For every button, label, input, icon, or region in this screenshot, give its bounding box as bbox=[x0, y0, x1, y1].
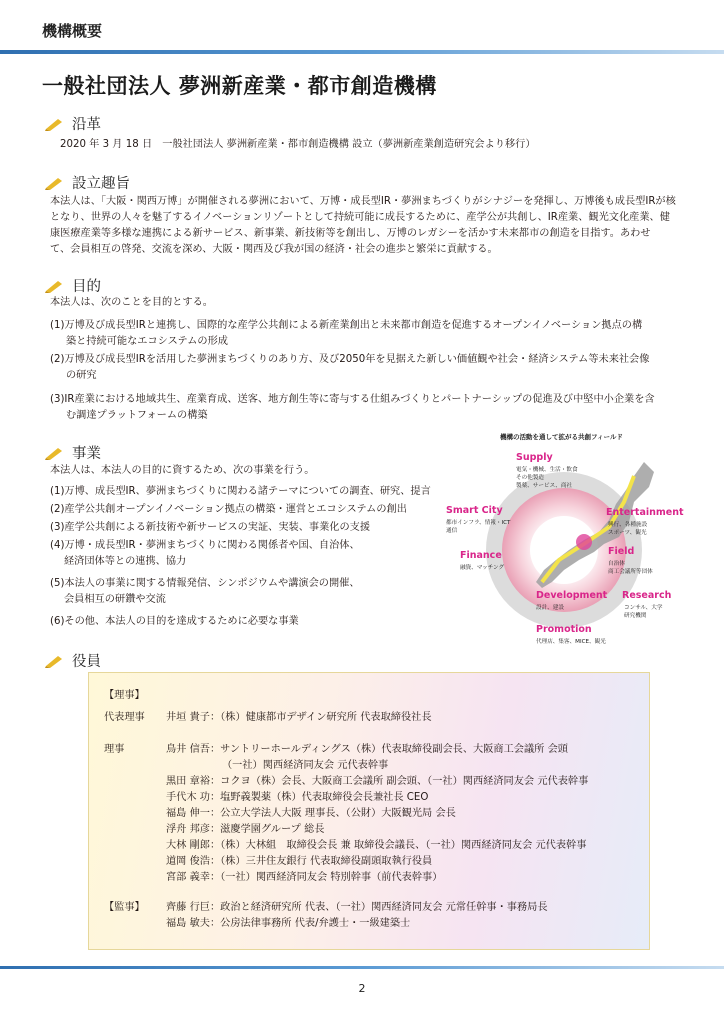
field-desc-line: 自治体 bbox=[608, 561, 625, 567]
entertainment-desc-line: スポーツ、観光 bbox=[608, 530, 647, 536]
business-list bbox=[50, 484, 431, 630]
entertainment-desc-line: 興行、各種施設 bbox=[608, 522, 648, 528]
figure-title: 機構の活動を通して拡がる共創フィールド bbox=[500, 433, 623, 441]
kansai-marker bbox=[576, 534, 592, 550]
research-desc bbox=[624, 604, 662, 620]
label-promotion: Promotion bbox=[536, 624, 592, 635]
auditors-label: 【監事】 bbox=[104, 902, 145, 913]
list-item: (4)万博・成長型IR・夢洲まちづくりに関わる関係者や国、自治体、 bbox=[50, 540, 360, 551]
label-supply: Supply bbox=[516, 452, 553, 463]
pencil-icon bbox=[44, 446, 64, 460]
rep-director-title: 代表理事 bbox=[104, 712, 145, 723]
founding-line: 本法人は、「大阪・関西万博」が開催される夢洲において、万博・成長型IR・夢洲まちづくりがシナジーを発揮し、万博後も成長型IRが核 bbox=[50, 196, 676, 207]
director-row: 鳥井 信吾：サントリーホールディングス（株）代表取締役副会長、大阪商工会議所 会頭 bbox=[166, 744, 568, 755]
auditor-row: 齊藤 行巨：政治と経済研究所 代表、（一社）関西経済同友会 元常任幹事・事務局長 bbox=[166, 902, 548, 913]
header-title: 機構概要 bbox=[42, 22, 103, 40]
label-research: Research bbox=[622, 590, 672, 601]
purpose-item-line: 築と持続可能なエコシステムの形成 bbox=[66, 336, 228, 347]
footer-bar bbox=[0, 966, 724, 969]
director-row: 福島 伸一：公立大学法人大阪 理事長、（公財）大阪観光局 会長 bbox=[166, 808, 456, 819]
supply-desc-line: その他製造 bbox=[516, 475, 544, 481]
purpose-item-line: (3)IR産業における地域共生、産業育成、送客、地方創生等に寄与する仕組みづくりとパートナーシップの促進及び中堅中小企業を含 bbox=[50, 394, 655, 405]
field-desc bbox=[608, 560, 653, 576]
list-item: 会員相互の研鑽や交流 bbox=[64, 594, 166, 605]
business-intro: 本法人は、本法人の目的に資するため、次の事業を行う。 bbox=[50, 465, 315, 476]
history-entry: 2020 年 3 月 18 日 一般社団法人 夢洲新産業・都市創造機構 設立（夢洲新産業創造研究会より移行） bbox=[60, 139, 536, 150]
section-history-title: 沿革 bbox=[72, 117, 101, 133]
section-purpose-heading bbox=[44, 275, 101, 296]
section-history-heading bbox=[44, 113, 101, 134]
directors-label: 【理事】 bbox=[104, 690, 145, 701]
founding-line: て、会員相互の啓発、交流を深め、大阪・関西及び我が国の経済・社会の進歩と繁栄に貢献する。 bbox=[50, 244, 498, 255]
auditor-row: 福島 敏夫：公房法律事務所 代表/弁護士・一級建築士 bbox=[166, 918, 411, 929]
list-item: (3)産学公共創による新技術や新サービスの実証、実装、事業化の支援 bbox=[50, 522, 371, 533]
section-officers-heading bbox=[44, 650, 101, 671]
pencil-icon bbox=[44, 654, 64, 668]
director-row: 道岡 俊浩：（株）三井住友銀行 代表取締役副頭取執行役員 bbox=[166, 856, 433, 867]
purpose-item-1 bbox=[50, 318, 642, 350]
development-desc: 設計、建設 bbox=[536, 605, 564, 611]
founding-line: となり、世界の人々を魅了するイノベーションリゾートとして持続可能に成長するために、産学公が共創し、IR産業、観光文化産業、健 bbox=[50, 212, 670, 223]
director-row: 手代木 功：塩野義製薬（株）代表取締役会長兼社長 CEO bbox=[166, 792, 429, 803]
label-development: Development bbox=[536, 590, 608, 601]
founding-line: 康医療産業等多様な連携による新サービス、新事業、新技術等を創出し、万博のレガシーを活かす未来都市の創造を目指す。あわせ bbox=[50, 228, 651, 239]
list-item: (6)その他、本法人の目的を達成するために必要な事業 bbox=[50, 616, 299, 627]
smart-city-desc-line: 通信 bbox=[446, 528, 458, 534]
page-number: 2 bbox=[358, 982, 366, 995]
promotion-desc: 代理店、集客、MICE、観光 bbox=[536, 639, 606, 645]
field-desc-line: 商工会議所等団体 bbox=[608, 569, 653, 575]
supply-desc-line: 電気・機械、生活・飲食 bbox=[516, 467, 578, 473]
research-desc-line: コンサル、大学 bbox=[624, 605, 663, 611]
section-founding-heading bbox=[44, 172, 130, 193]
finance-desc: 融資、マッチング bbox=[460, 565, 505, 571]
section-business-title: 事業 bbox=[72, 446, 101, 462]
label-finance: Finance bbox=[460, 550, 502, 561]
pencil-icon bbox=[44, 117, 64, 131]
page-title: 一般社団法人 夢洲新産業・都市創造機構 bbox=[42, 74, 437, 98]
director-row: 黒田 章裕：コクヨ（株）会長、大阪商工会議所 副会頭、（一社）関西経済同友会 元代表幹事 bbox=[166, 776, 589, 787]
list-item: (5)本法人の事業に関する情報発信、シンポジウムや講演会の開催、 bbox=[50, 578, 360, 589]
purpose-item-line: (2)万博及び成長型IRを活用した夢洲まちづくりのあり方、及び2050年を見据えた新しい価値観や社会・経済システム等未来社会像 bbox=[50, 354, 650, 365]
list-item: (2)産学公共創オープンイノベーション拠点の構築・運営とエコシステムの創出 bbox=[50, 504, 407, 515]
label-field: Field bbox=[608, 546, 635, 557]
header-bar bbox=[0, 50, 724, 54]
pencil-icon bbox=[44, 176, 64, 190]
founding-paragraph bbox=[50, 194, 682, 258]
purpose-item-line: の研究 bbox=[66, 370, 97, 381]
director-row: （一社）関西経済同友会 元代表幹事 bbox=[222, 760, 389, 771]
pencil-icon bbox=[44, 279, 64, 293]
smart-city-desc-line: 都市インフラ、情報・ICT bbox=[446, 520, 511, 526]
section-officers-title: 役員 bbox=[72, 654, 101, 670]
director-row: 浮舟 邦彦：滋慶学園グループ 総長 bbox=[166, 824, 325, 835]
purpose-item-line: む調達プラットフォームの構築 bbox=[66, 410, 208, 421]
director-title: 理事 bbox=[104, 744, 125, 755]
supply-desc bbox=[516, 466, 578, 490]
list-item: (1)万博、成長型IR、夢洲まちづくりに関わる諸テーマについての調査、研究、提言 bbox=[50, 486, 431, 497]
section-business-heading bbox=[44, 442, 101, 463]
research-desc-line: 研究機関 bbox=[624, 613, 647, 619]
label-smart-city: Smart City bbox=[446, 505, 503, 516]
director-row: 宮部 義幸：（一社）関西経済同友会 特別幹事（前代表幹事） bbox=[166, 872, 443, 883]
label-entertainment: Entertainment bbox=[606, 507, 684, 518]
list-item: 経済団体等との連携、協力 bbox=[64, 556, 187, 567]
purpose-intro: 本法人は、次のことを目的とする。 bbox=[50, 297, 213, 308]
section-purpose-title: 目的 bbox=[72, 279, 101, 295]
purpose-item-line: (1)万博及び成長型IRと連携し、国際的な産学公共創による新産業創出と未来都市創造を促進するオープンイノベーション拠点の構 bbox=[50, 320, 643, 331]
rep-director: 井垣 貴子：（株）健康都市デザイン研究所 代表取締役社長 bbox=[166, 712, 432, 723]
purpose-item-3 bbox=[50, 392, 655, 424]
smart-city-desc bbox=[446, 519, 510, 535]
section-founding-title: 設立趣旨 bbox=[72, 176, 130, 192]
purpose-item-2 bbox=[50, 352, 649, 384]
director-row: 大林 剛郎：（株）大林組 取締役会長 兼 取締役会議長、（一社）関西経済同友会 元代表幹事 bbox=[166, 840, 587, 851]
supply-desc-line: 製薬、サービス、商社 bbox=[516, 483, 573, 489]
entertainment-desc bbox=[608, 521, 647, 537]
